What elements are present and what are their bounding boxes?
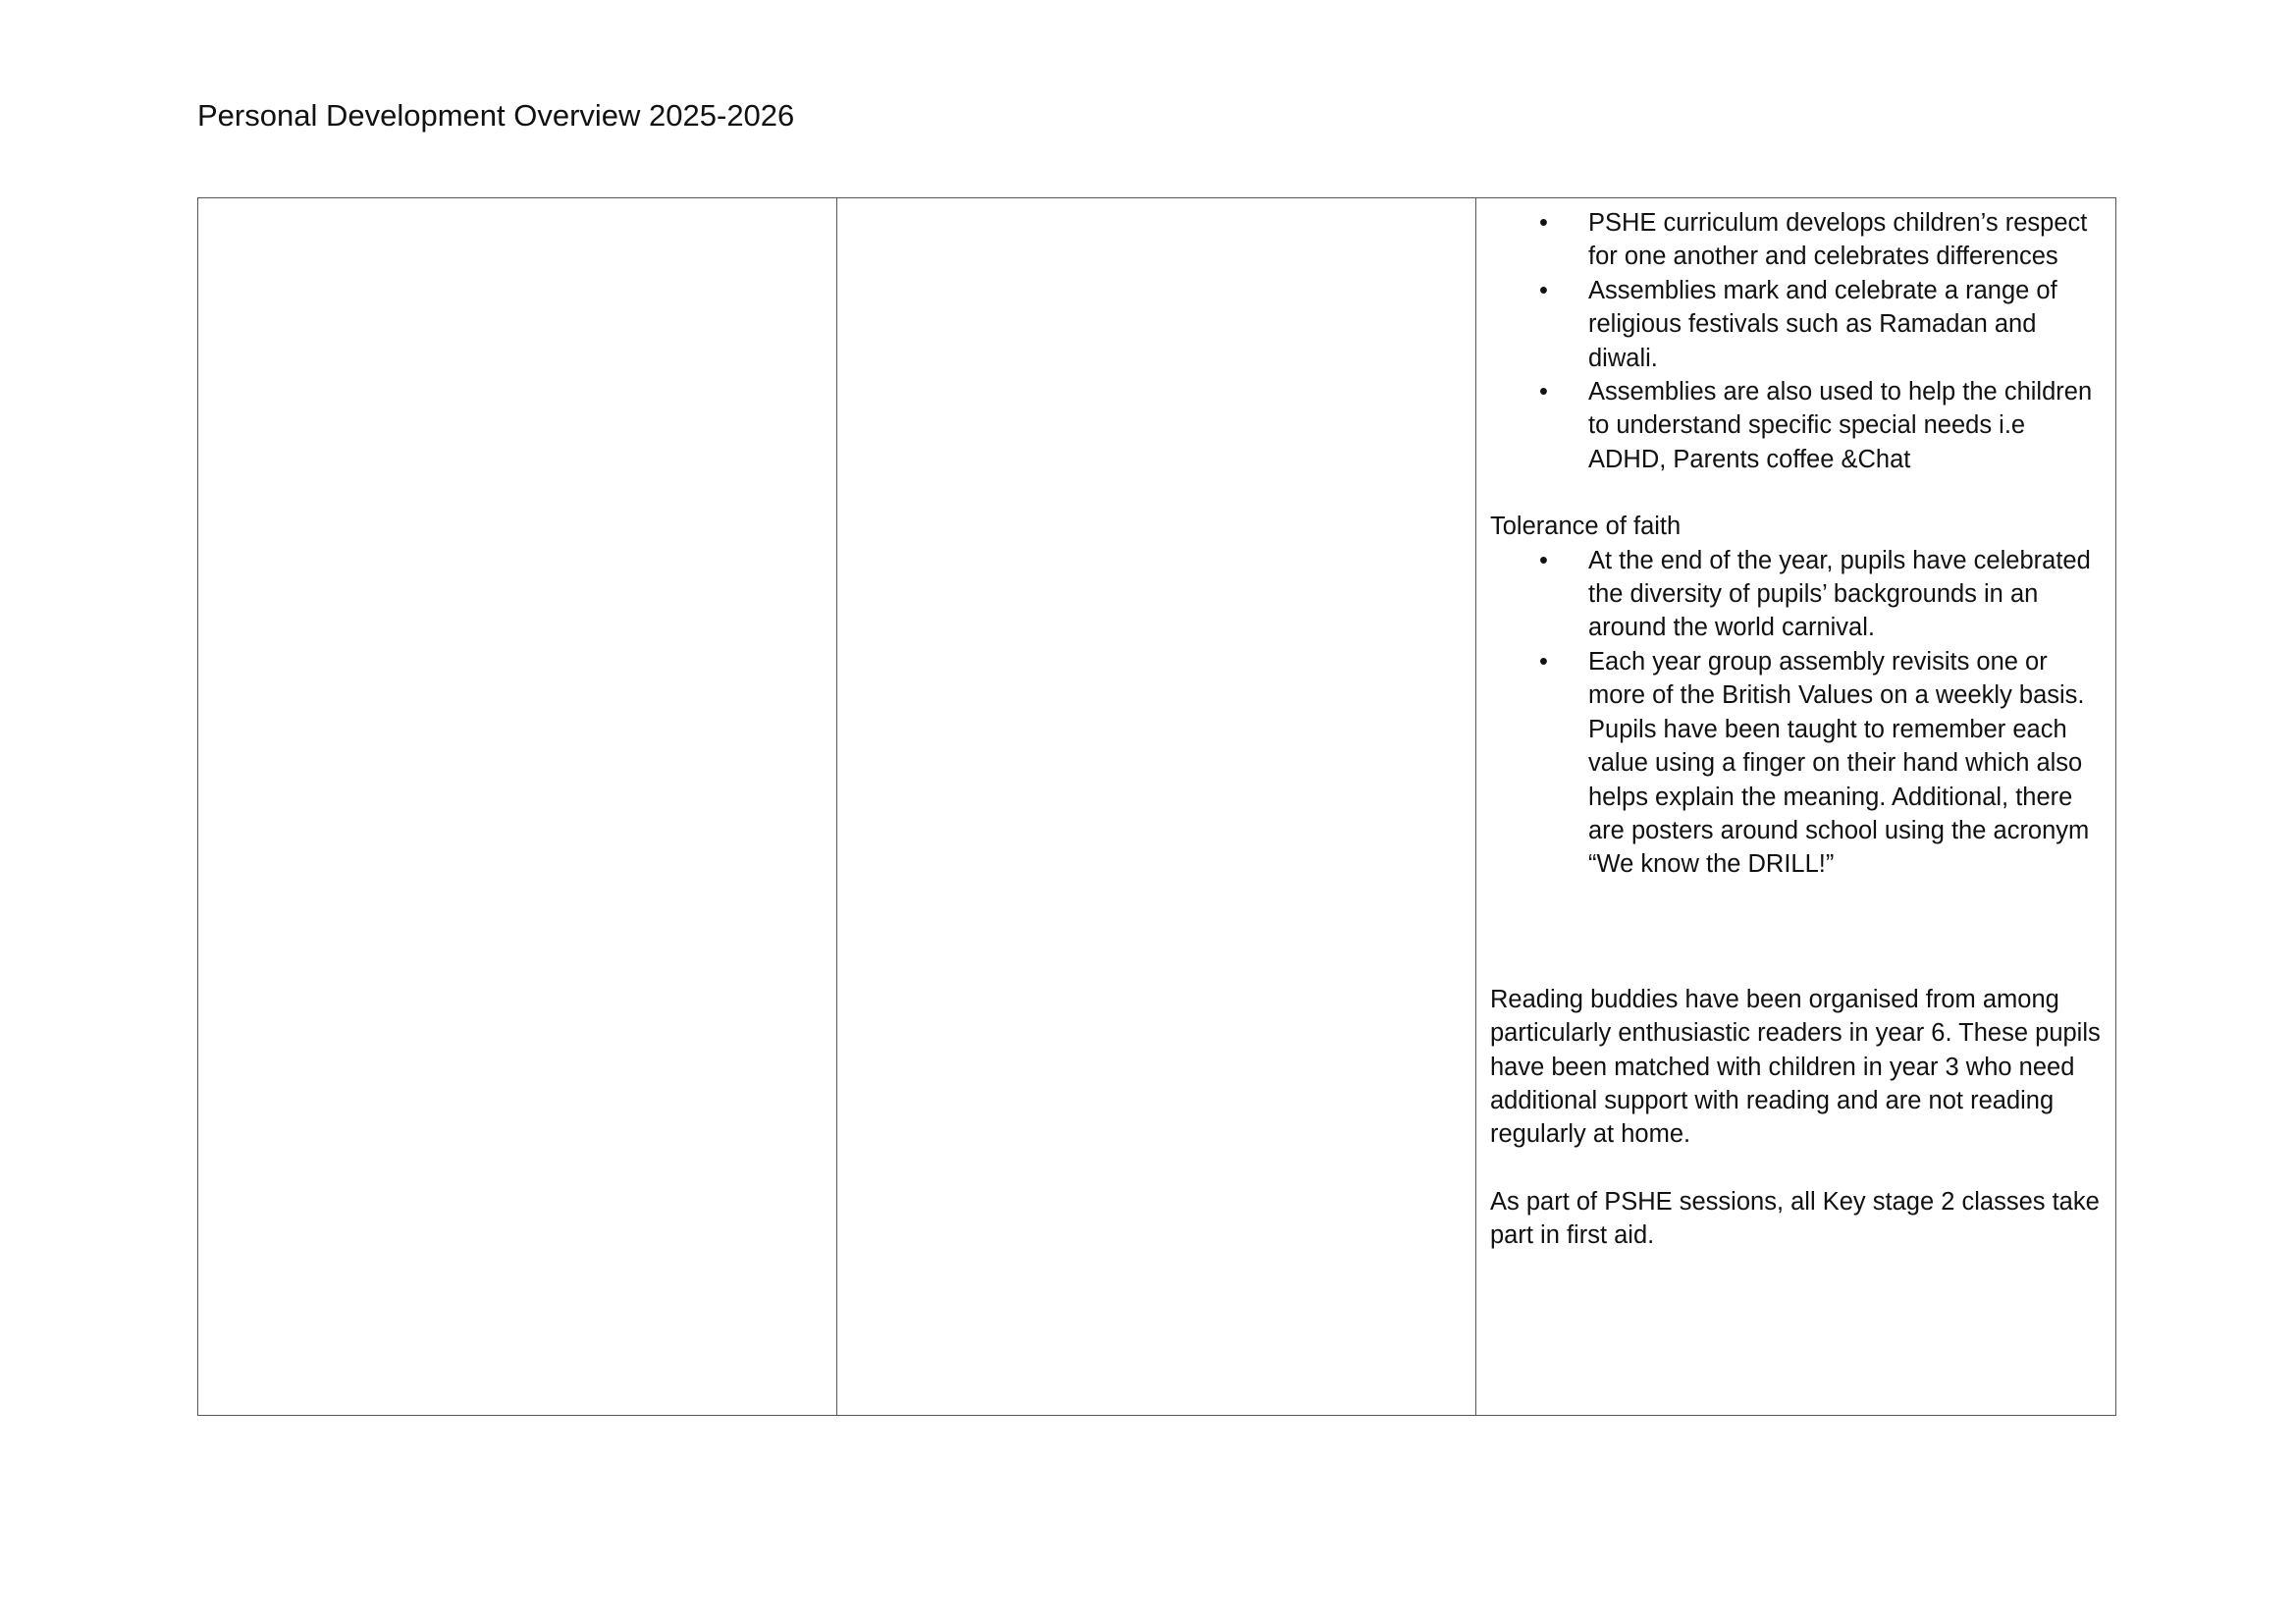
list-item [1490, 544, 2102, 645]
list-item [1490, 206, 2102, 274]
respect-bullet-list [1490, 206, 2102, 476]
table-cell-column-2 [837, 198, 1476, 1416]
overview-table [197, 197, 2116, 1416]
column-3-content [1476, 198, 2115, 1253]
list-item [1490, 375, 2102, 476]
list-item-text: At the end of the year, pupils have celebrated the diversity of pupils’ backgrounds in an around the world carnival. [1588, 546, 2091, 642]
bullet-icon: • [1539, 378, 1548, 406]
table-cell-column-3 [1476, 198, 2116, 1416]
spacer [1490, 882, 2102, 983]
first-aid-paragraph: As part of PSHE sessions, all Key stage 2 classes take part in first aid. [1490, 1187, 2100, 1250]
list-item-text: Assemblies mark and celebrate a range of religious festivals such as Ramadan and diwali. [1588, 276, 2057, 372]
bullet-icon: • [1539, 276, 1548, 304]
list-item-text: PSHE curriculum develops children’s respect for one another and celebrates differences [1588, 209, 2088, 271]
table-cell-column-1 [198, 198, 837, 1416]
column-2-content [837, 198, 1475, 206]
list-item-text: Assemblies are also used to help the children to understand specific special needs i.e ADHD, Parents coffee &Chat [1588, 378, 2093, 473]
spacer [1490, 1152, 2102, 1185]
list-item [1490, 274, 2102, 375]
table-row [198, 198, 2116, 1416]
bullet-icon: • [1539, 647, 1548, 676]
bullet-icon: • [1539, 209, 1548, 237]
spacer [1490, 476, 2102, 510]
list-item [1490, 645, 2102, 882]
tolerance-of-faith-heading: Tolerance of faith [1490, 513, 1682, 541]
page-title: Personal Development Overview 2025-2026 [197, 98, 795, 133]
reading-buddies-paragraph: Reading buddies have been organised from among particularly enthusiastic readers in year 6. These pupils have been matched with children in year 3 who need additional support with reading and are not reading regularly at home. [1490, 985, 2101, 1149]
list-item-text: Each year group assembly revisits one or more of the British Values on a weekly basis. Pupils have been taught to remember each value using a finger on their hand which also helps explain the meaning. Additional, there are posters around school using the acronym “We know the DRILL!” [1588, 647, 2090, 879]
tolerance-bullet-list [1490, 544, 2102, 882]
bullet-icon: • [1539, 546, 1548, 574]
column-1-content [198, 198, 836, 206]
